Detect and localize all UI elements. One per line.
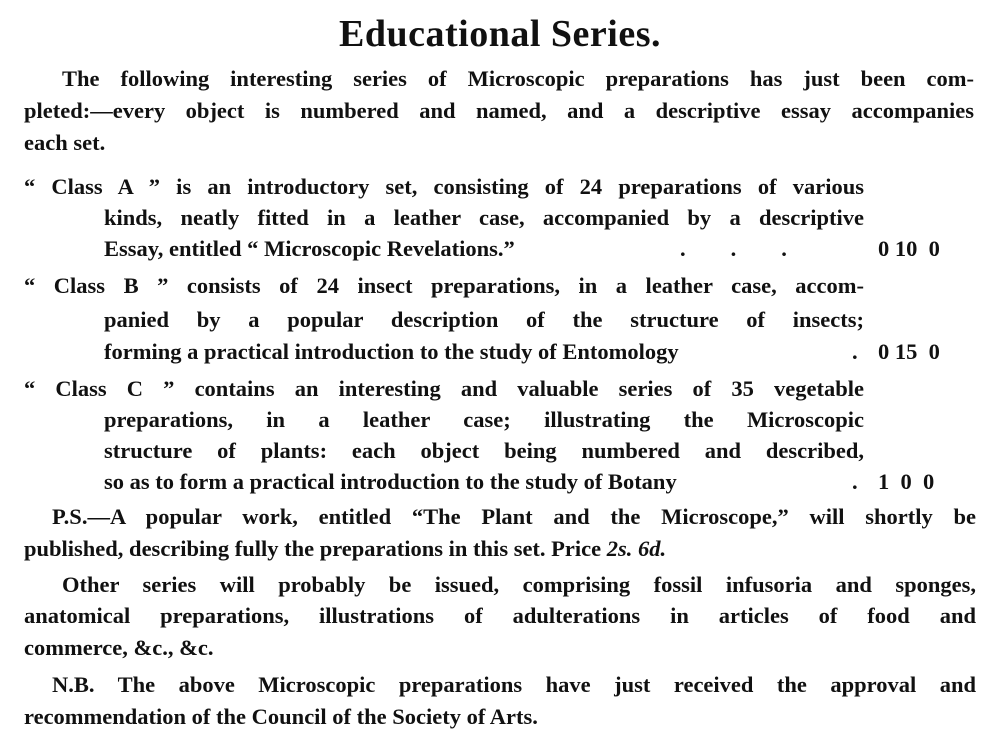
class-c-line: “ Class C ” contains an interesting and valuable series of 35 vegetable	[24, 376, 864, 401]
class-a-leader-dots: . . .	[680, 236, 787, 261]
ps-price-value: 2s. 6d.	[606, 536, 667, 561]
class-b-line: panied by a popular description of the structure of insects;	[104, 307, 864, 332]
class-c-line: structure of plants: each object being numbered and described,	[104, 438, 864, 463]
ps-line	[24, 534, 666, 564]
class-a-price: 0 10 0	[878, 236, 940, 261]
intro-line: each set.	[24, 130, 106, 155]
intro-line: The following interesting series of Microscopic preparations has just been com-	[62, 66, 974, 91]
class-b-leader-dots: .	[852, 339, 858, 364]
class-b-line: forming a practical introduction to the study of Entomology	[104, 339, 679, 364]
class-c-leader-dots: .	[852, 469, 858, 494]
other-series-line: anatomical preparations, illustrations of adulterations in articles of food and	[24, 603, 976, 628]
class-a-line: kinds, neatly fitted in a leather case, accompanied by a descriptive	[104, 205, 864, 230]
class-a-line: Essay, entitled “ Microscopic Revelations.”	[104, 236, 515, 261]
nb-line: recommendation of the Council of the Society of Arts.	[24, 704, 538, 729]
page-title: Educational Series.	[339, 13, 661, 55]
class-b-price: 0 15 0	[878, 339, 940, 364]
other-series-line: Other series will probably be issued, comprising fossil infusoria and sponges,	[62, 572, 976, 597]
nb-line: N.B. The above Microscopic preparations have just received the approval and	[52, 672, 976, 697]
intro-line: pleted:—every object is numbered and named, and a descriptive essay accompanies	[24, 98, 974, 123]
class-b-line: “ Class B ” consists of 24 insect preparations, in a leather case, accom-	[24, 273, 864, 298]
other-series-line: commerce, &c., &c.	[24, 635, 214, 660]
class-c-price: 1 0 0	[878, 469, 935, 494]
class-c-line: so as to form a practical introduction to the study of Botany	[104, 469, 677, 494]
class-a-line: “ Class A ” is an introductory set, consisting of 24 preparations of various	[24, 174, 864, 199]
class-c-line: preparations, in a leather case; illustrating the Microscopic	[104, 407, 864, 432]
ps-line-text: published, describing fully the preparations in this set. Price	[24, 536, 602, 561]
ps-line: P.S.—A popular work, entitled “The Plant and the Microscope,” will shortly be	[52, 504, 976, 529]
